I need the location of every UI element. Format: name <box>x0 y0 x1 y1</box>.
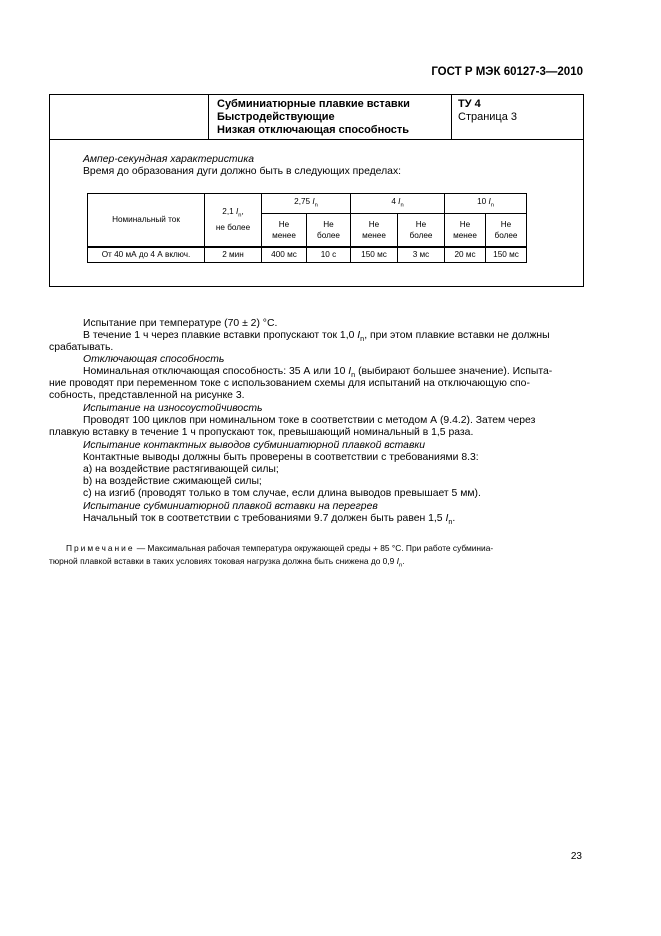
list-item: a) на воздействие растягивающей силы; <box>83 464 279 475</box>
note-text: — Максимальная рабочая температура окружающей среды + 85 °С. При работе субминиа- <box>134 543 494 553</box>
subheading: Испытание субминиатюрной плавкой вставки на перегрев <box>83 501 378 512</box>
body-text: плавкую вставку в течение 1 ч пропускают ток, превышающий номинальный в 1,5 раза. <box>49 427 474 438</box>
body-text: В течение 1 ч через плавкие вставки пропускают ток 1,0 $I_n$, при этом плавкие вставки не должны <box>83 330 550 344</box>
note: Примечание — Максимальная рабочая температура окружающей среды + 85 °С. При работе субминиа- тюрной плавкой вставки в таких условиях токовая нагрузка должна быть снижена до 0,9 $I_n$. <box>49 543 494 569</box>
body-text: собность, представленной на рисунке 3. <box>49 390 245 401</box>
col-rated-current: Номинальный ток <box>88 194 205 247</box>
body-text: ние проводят при переменном токе с использованием схемы для испытаний на отключающую спо- <box>49 378 530 389</box>
table-cell: 150 мс <box>486 247 527 263</box>
table-cell: 10 с <box>307 247 351 263</box>
table-cell: 2 мин <box>205 247 262 263</box>
note-text: тюрной плавкой вставки в таких условиях токовая нагрузка должна быть снижена до 0,9 <box>49 555 397 566</box>
section-intro: Время до образования дуги должно быть в следующих пределах: <box>83 166 402 177</box>
subheading: Отключающая способность <box>83 354 225 365</box>
col-10-in: 10 $I_n$ <box>445 194 527 214</box>
document-code: ГОСТ Р МЭК 60127-3—2010 <box>431 66 583 78</box>
col-275-in: 2,75 $I_n$ <box>262 194 351 214</box>
col-21-in: 2,1 $I_n$, не более <box>205 194 262 247</box>
header-empty-cell <box>50 95 209 140</box>
sub-min: Не менее <box>262 214 307 247</box>
sub-max: Не более <box>398 214 445 247</box>
body-text: Начальный ток в соответствии с требованиями 9.7 должен быть равен 1,5 $I_n$. <box>83 513 456 527</box>
body-text: Номинальная отключающая способность: 35 А или 10 $I_n$ (выбирают большее значение). Испыта- <box>83 366 553 380</box>
header-title <box>217 98 410 137</box>
body-text: срабатывать. <box>49 342 114 353</box>
header-sheet <box>458 98 517 124</box>
sub-max: Не более <box>486 214 527 247</box>
col-4-in: 4 $I_n$ <box>351 194 445 214</box>
page-number: 23 <box>570 851 582 862</box>
sub-min: Не менее <box>351 214 398 247</box>
table-cell: 150 мс <box>351 247 398 263</box>
body-text: Контактные выводы должны быть проверены в соответствии с требованиями 8.3: <box>83 452 479 463</box>
body-text: Испытание при температуре (70 ± 2) °С. <box>83 318 278 329</box>
table-cell: 20 мс <box>445 247 486 263</box>
sheet-page: Страница 3 <box>458 111 518 123</box>
spec-header <box>49 94 584 140</box>
subheading: Испытание на износоустойчивость <box>83 403 263 414</box>
subheading: Испытание контактных выводов субминиатюрной плавкой вставки <box>83 440 426 451</box>
table-cell: 3 мс <box>398 247 445 263</box>
sheet-label: ТУ 4 <box>458 98 481 110</box>
sub-min: Не менее <box>445 214 486 247</box>
table-cell: 400 мс <box>262 247 307 263</box>
header-divider <box>451 95 452 140</box>
header-title-line: Быстродействующие <box>217 111 335 123</box>
section-heading: Ампер-секундная характеристика <box>83 154 255 165</box>
list-item: c) на изгиб (проводят только в том случае, если длина выводов превышает 5 мм). <box>83 488 481 499</box>
header-title-line: Субминиатюрные плавкие вставки <box>217 98 410 110</box>
sub-max: Не более <box>307 214 351 247</box>
header-title-line: Низкая отключающая способность <box>217 124 410 136</box>
time-current-table <box>87 193 527 263</box>
note-label: Примечание <box>66 543 135 553</box>
row-label: От 40 мА до 4 А включ. <box>88 247 205 263</box>
body-text: Проводят 100 циклов при номинальном токе в соответствии с методом А (9.4.2). Затем через <box>83 415 536 426</box>
list-item: b) на воздействие сжимающей силы; <box>83 476 262 487</box>
